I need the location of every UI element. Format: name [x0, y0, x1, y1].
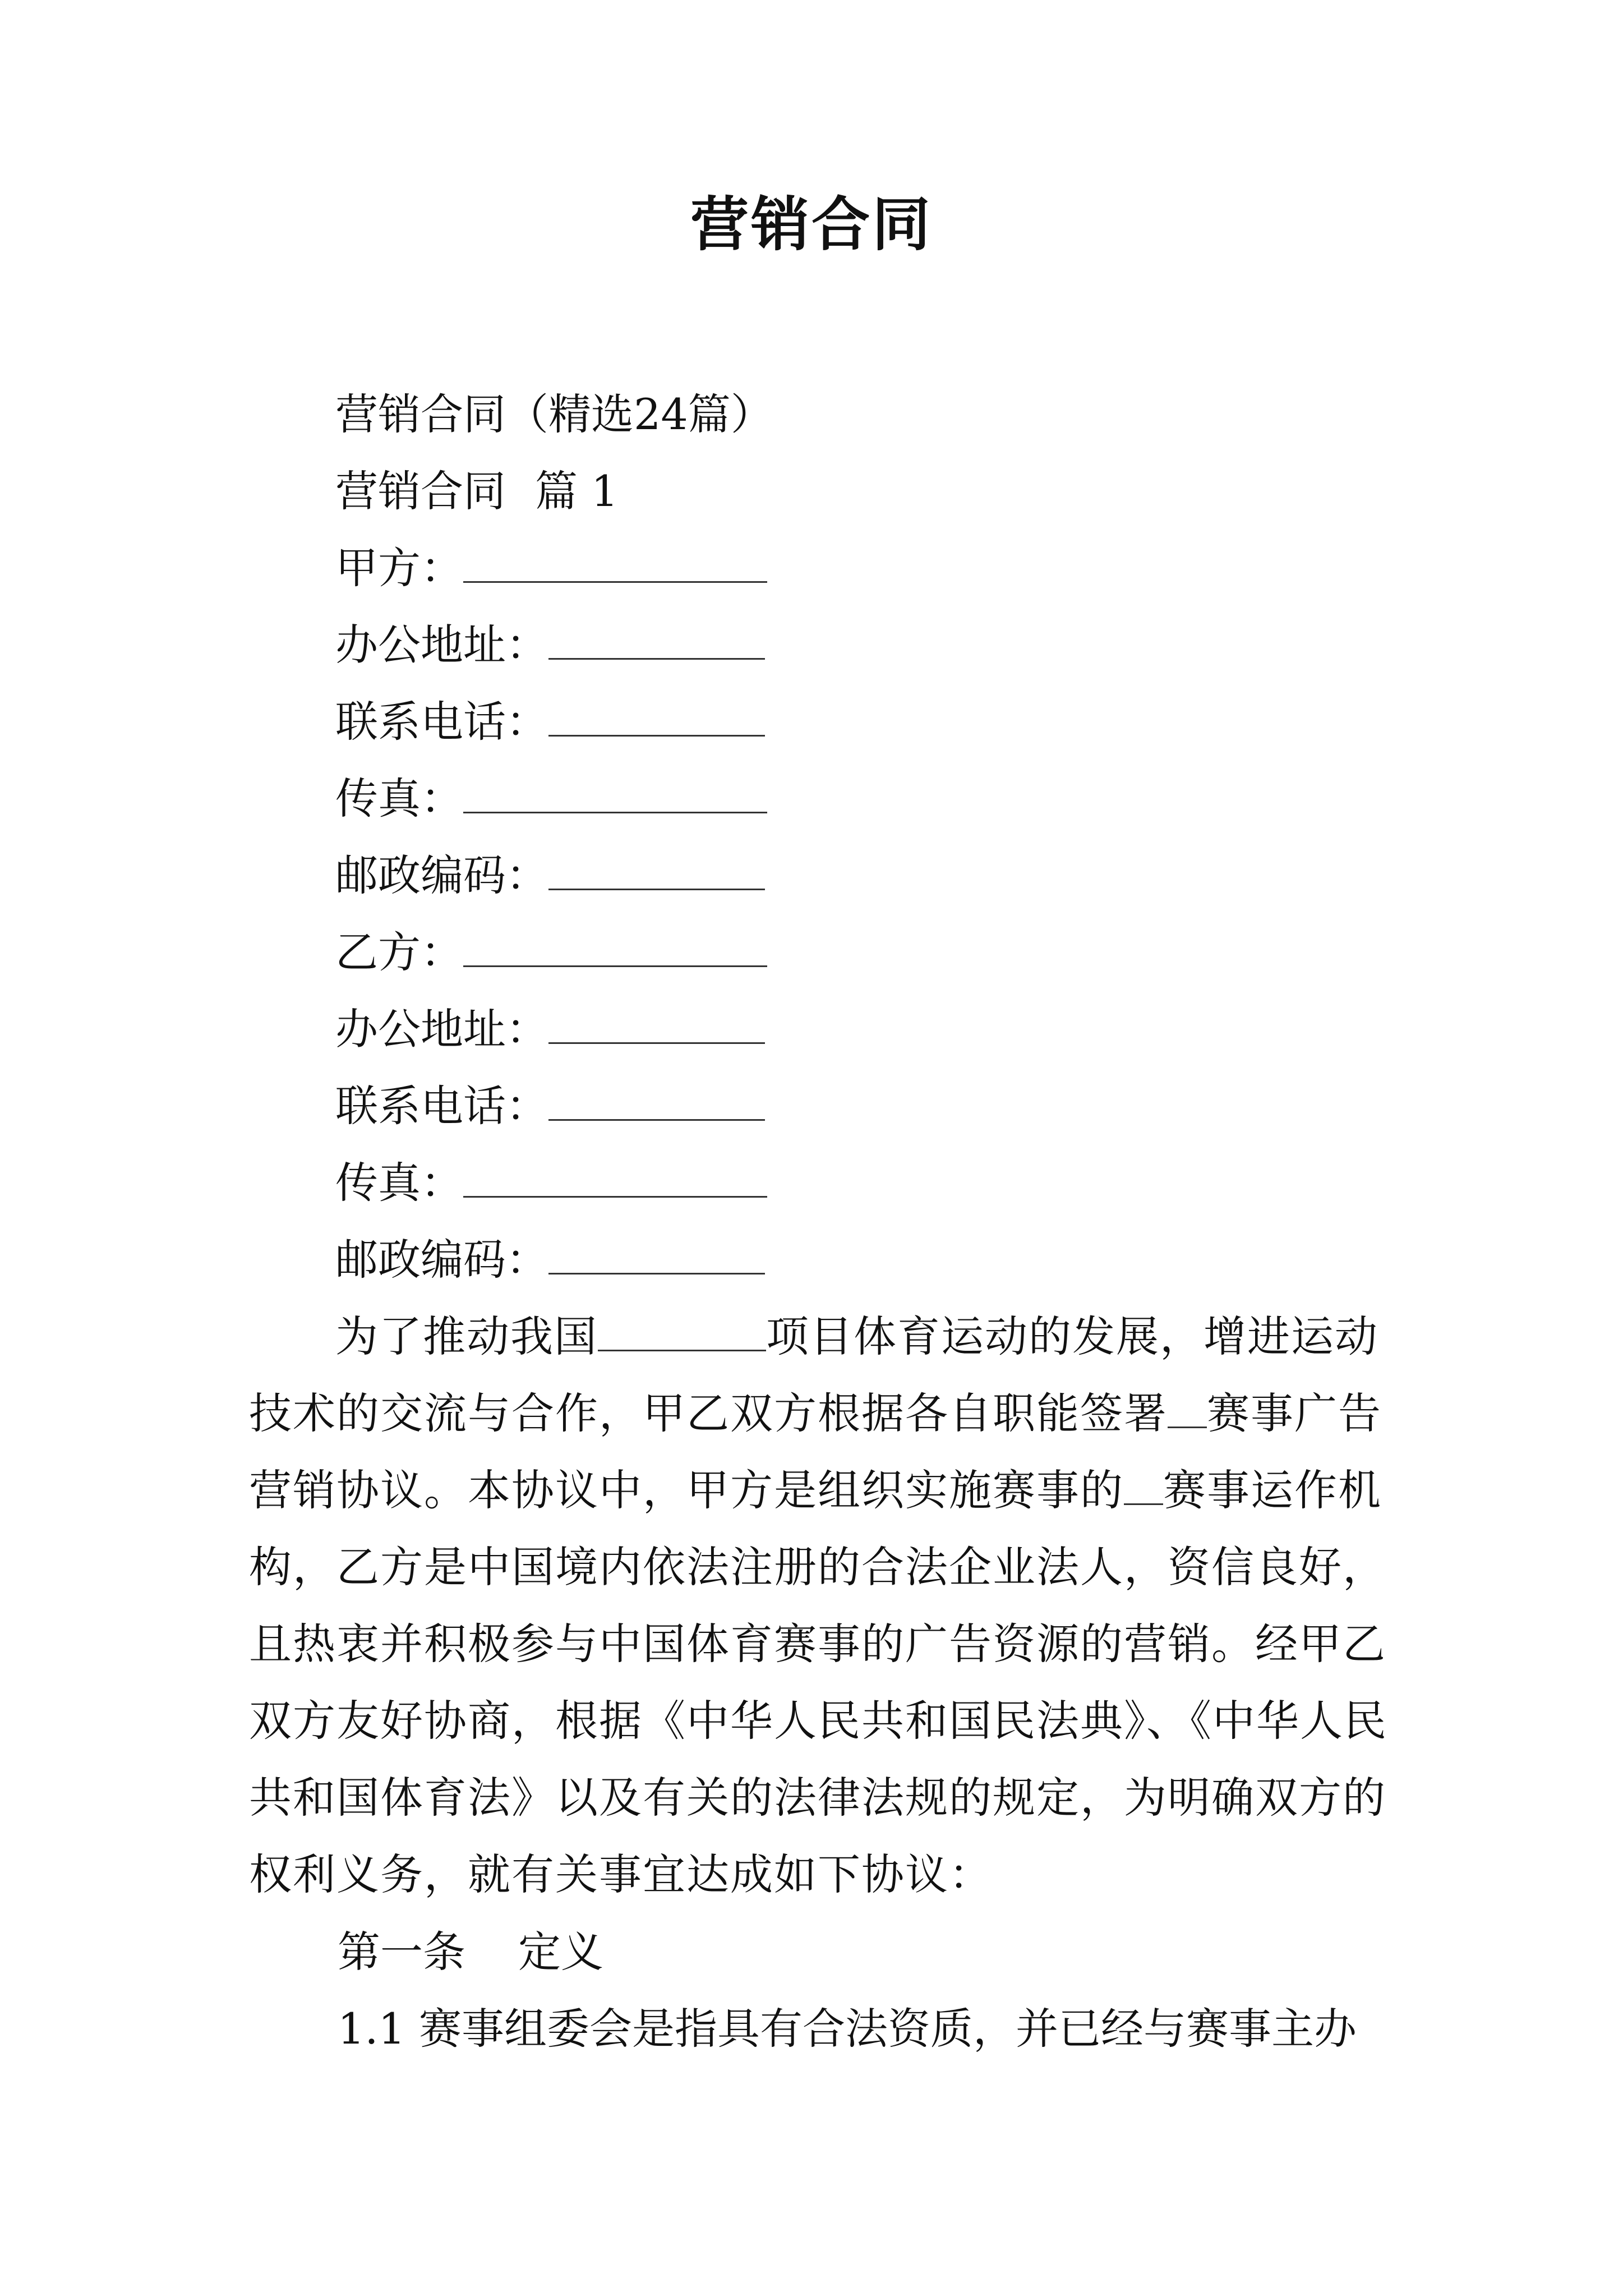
document-title: 营销合同: [690, 190, 933, 259]
party-b-row: [335, 914, 1457, 991]
party-b-address-label: 办公地址：: [335, 1004, 548, 1054]
party-b-postal-row: [335, 1221, 1457, 1298]
party-b-postal-blank: [548, 1234, 765, 1274]
preamble-line-1-a: 为了推动我国: [335, 1312, 598, 1361]
preamble-line-5: 且热衷并积极参与中国体育赛事的广告资源的营销。经甲乙: [249, 1619, 1386, 1669]
party-b-blank: [463, 926, 767, 967]
party-b-postal-label: 邮政编码：: [335, 1235, 548, 1285]
party-a-fax-row: [335, 760, 1457, 837]
preamble-blank-organizer: [1124, 1464, 1163, 1505]
party-b-phone-label: 联系电话：: [335, 1081, 548, 1131]
preamble-body: [249, 1375, 1427, 1913]
document-body: [335, 376, 1457, 1298]
preamble-line-3-b: 赛事运作机: [1163, 1465, 1382, 1515]
preamble-line-2-a: 技术的交流与合作，甲乙双方根据各自职能签署: [249, 1388, 1168, 1438]
party-a-postal-row: [335, 837, 1457, 914]
party-a-phone-label: 联系电话：: [335, 697, 548, 747]
document-subtitle: [335, 376, 1457, 453]
party-b-phone-row: [335, 1068, 1457, 1144]
preamble-line-3: [249, 1452, 1427, 1529]
section-heading: [335, 453, 1457, 530]
preamble-line-7: 共和国体育法》以及有关的法律法规的规定，为明确双方的: [249, 1773, 1386, 1823]
party-a-fax-label: 传真：: [335, 774, 463, 823]
article-1-number: 第一条: [338, 1927, 465, 1977]
article-1-heading: [338, 1913, 1459, 1990]
preamble-line-4: 构，乙方是中国境内依法注册的合法企业法人，资信良好，: [249, 1542, 1386, 1592]
preamble-line-1: [335, 1298, 1457, 1375]
party-a-phone-blank: [548, 696, 765, 737]
party-b-fax-row: [335, 1144, 1457, 1221]
party-a-label: 甲方：: [335, 543, 463, 593]
article-1-title: 定义: [518, 1927, 603, 1977]
party-b-address-row: [335, 991, 1457, 1068]
party-a-row: [335, 530, 1457, 606]
section-heading-number: 篇 1: [535, 466, 619, 516]
party-b-address-blank: [548, 1003, 765, 1044]
preamble-line-2: [249, 1375, 1427, 1452]
party-a-postal-label: 邮政编码：: [335, 850, 548, 900]
party-a-postal-blank: [548, 849, 765, 890]
preamble-line-6: 双方友好协商，根据《中华人民共和国民法典》、《中华人民: [249, 1696, 1387, 1746]
preamble-blank-project: [598, 1310, 766, 1351]
preamble-line-3-a: 营销协议。本协议中，甲方是组织实施赛事的: [249, 1465, 1124, 1515]
party-a-fax-blank: [463, 772, 767, 813]
preamble-line-8: 权利义务，就有关事宜达成如下协议：: [249, 1849, 993, 1899]
party-b-fax-blank: [463, 1157, 767, 1198]
clause-1-1: 1.1 赛事组委会是指具有合法资质，并已经与赛事主办: [338, 2004, 1357, 2054]
party-a-address-blank: [548, 619, 765, 660]
subtitle-text: 营销合同（精选24篇）: [335, 389, 773, 439]
preamble-paragraph: [335, 1298, 1457, 1375]
preamble-line-1-b: 项目体育运动的发展，增进运动: [766, 1312, 1378, 1361]
party-b-phone-blank: [548, 1080, 765, 1121]
section-heading-title: 营销合同: [335, 466, 506, 516]
party-a-blank: [463, 542, 767, 583]
preamble-line-2-b: 赛事广告: [1207, 1388, 1382, 1438]
party-b-label: 乙方：: [335, 927, 463, 977]
party-a-phone-row: [335, 683, 1457, 760]
preamble-blank-event: [1168, 1387, 1207, 1428]
party-a-address-label: 办公地址：: [335, 620, 548, 670]
party-b-fax-label: 传真：: [335, 1158, 463, 1208]
article-1: [338, 1913, 1459, 2067]
party-a-address-row: [335, 606, 1457, 683]
